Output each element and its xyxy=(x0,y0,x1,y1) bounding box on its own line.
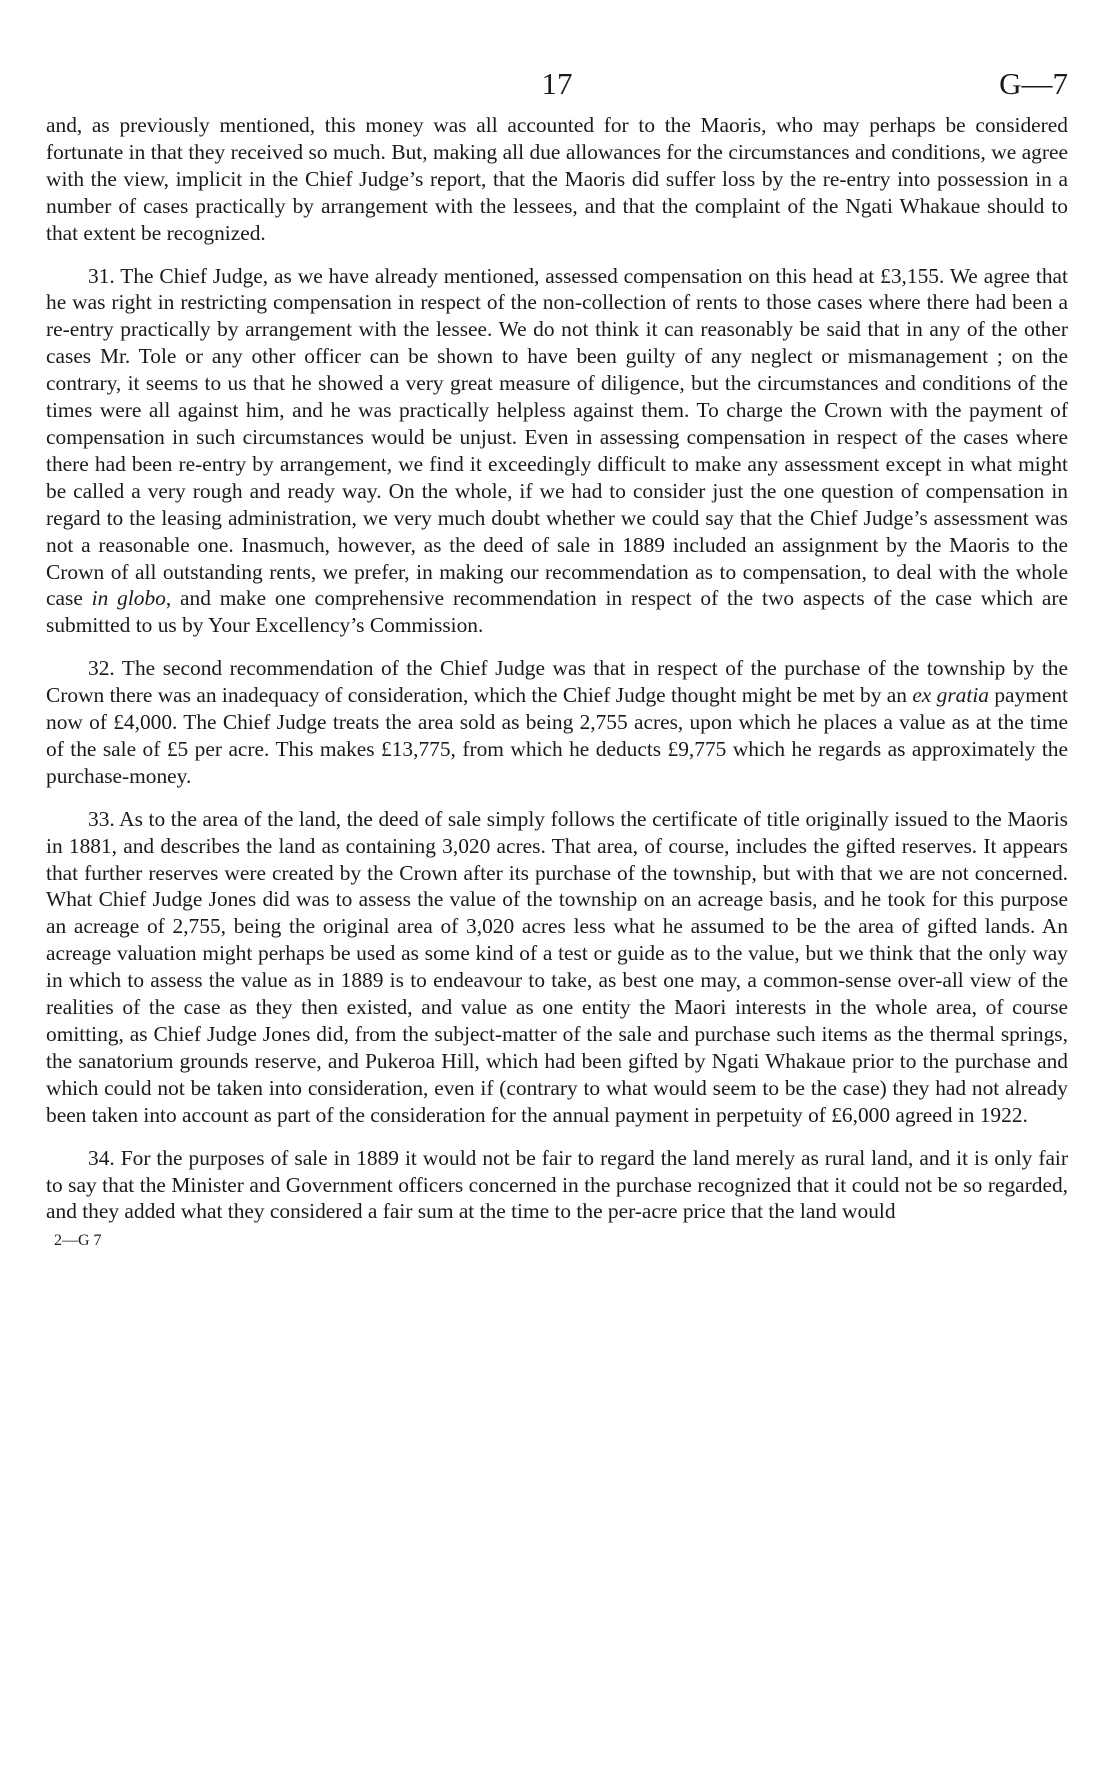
paragraph-34 xyxy=(46,1145,1068,1226)
paragraph-text: 31. The Chief Judge, as we have already mentioned, assessed compensation on this head at £3,155. We agree that he was right in restricting compensation in respect of the non-collection of rents to those cases where there had been a re-entry practically by arrangement with the lessee. We do not think it can reasonably be said that in any of the other cases Mr. Tole or any other officer can be shown to have been guilty of any neglect or mismanagement ; on the contrary, it seems to us that he showed a very great measure of diligence, but the circumstances and conditions of the times were all against him, and he was practically helpless against them. To charge the Crown with the payment of compensation in such circumstances would be unjust. Even in assessing compensation in respect of the cases where there had been re-entry by arrangement, we find it exceedingly difficult to make any assessment except in what might be called a very rough and ready way. On the whole, if we had to consider just the one question of compensation in regard to the leasing administration, we very much doubt whether we could say that the Chief Judge’s assessment was not a reasonable one. Inasmuch, however, as the deed of sale in 1889 included an assignment by the Maoris to the Crown of all outstanding rents, we prefer, in making our recommendation as to compensation, to deal with the whole case xyxy=(46,263,1068,611)
paragraph-text: 34. For the purposes of sale in 1889 it would not be fair to regard the land merely as rural land, and it is only fair to say that the Minister and Government officers concerned in the purchase recognized that it could not be so regarded, and they added what they considered a fair sum at the time to the per-acre price that the land would xyxy=(46,1145,1068,1224)
document-page xyxy=(46,66,1068,1251)
paragraph-text: , and make one comprehensive recommendation in respect of the two aspects of the case which are submitted to us by Your Excellency’s Commission. xyxy=(46,586,1068,638)
page-header xyxy=(46,66,1068,108)
italic-phrase: in globo xyxy=(91,586,166,611)
italic-phrase: ex gratia xyxy=(912,683,989,708)
paragraph-continuation xyxy=(46,112,1068,247)
paragraph-text: 33. As to the area of the land, the deed of sale simply follows the certificate of title originally issued to the Maoris in 1881, and describes the land as containing 3,020 acres. That area, of course, includes the gifted reserves. It appears that further reserves were created by the Crown after its purchase of the township, but with that we are not concerned. What Chief Judge Jones did was to assess the value of the township on an acreage basis, and he took for this purpose an acreage of 2,755, being the original area of 3,020 acres less what he assumed to be the area of gifted lands. An acreage valuation might perhaps be used as some kind of a test or guide as to the value, but we think that the only way in which to assess the value as in 1889 is to endeavour to take, as best one may, a common-sense over-all view of the realities of the case as they then existed, and value as one entity the Maori interests in the whole area, of course omitting, as Chief Judge Jones did, from the subject-matter of the sale and purchase such items as the thermal springs, the sanatorium grounds reserve, and Pukeroa Hill, which had been gifted by Ngati Whakaue prior to the purchase and which could not be taken into consideration, even if (contrary to what would seem to be the case) they had not already been taken into account as part of the consideration for the annual payment in perpetuity of £6,000 agreed in 1922. xyxy=(46,806,1068,1127)
signature-mark: 2—G 7 xyxy=(54,1232,102,1250)
paragraph-33 xyxy=(46,806,1068,1129)
page-number: 17 xyxy=(541,66,573,101)
paragraph-31 xyxy=(46,263,1068,640)
paragraph-text: payment now of £4,000. The Chief Judge treats the area sold as being 2,755 acres, upon which he places a value as at the time of the sale of £5 per acre. This makes £13,775, from which he deducts £9,775 which he regards as approximately the purchase-money. xyxy=(46,683,1068,788)
document-reference: G—7 xyxy=(999,66,1068,101)
paragraph-32 xyxy=(46,655,1068,790)
paragraph-text: 32. The second recommendation of the Chief Judge was that in respect of the purchase of the township by the Crown there was an inadequacy of consideration, which the Chief Judge thought might be met by an xyxy=(46,656,1068,708)
paragraph-text: and, as previously mentioned, this money was all accounted for to the Maoris, who may perhaps be considered fortunate in that they received so much. But, making all due allowances for the circumstances and conditions, we agree with the view, implicit in the Chief Judge’s report, that the Maoris did suffer loss by the re-entry into possession in a number of cases practically by arrangement with the lessees, and that the complaint of the Ngati Whakaue should to that extent be recognized. xyxy=(46,113,1068,245)
